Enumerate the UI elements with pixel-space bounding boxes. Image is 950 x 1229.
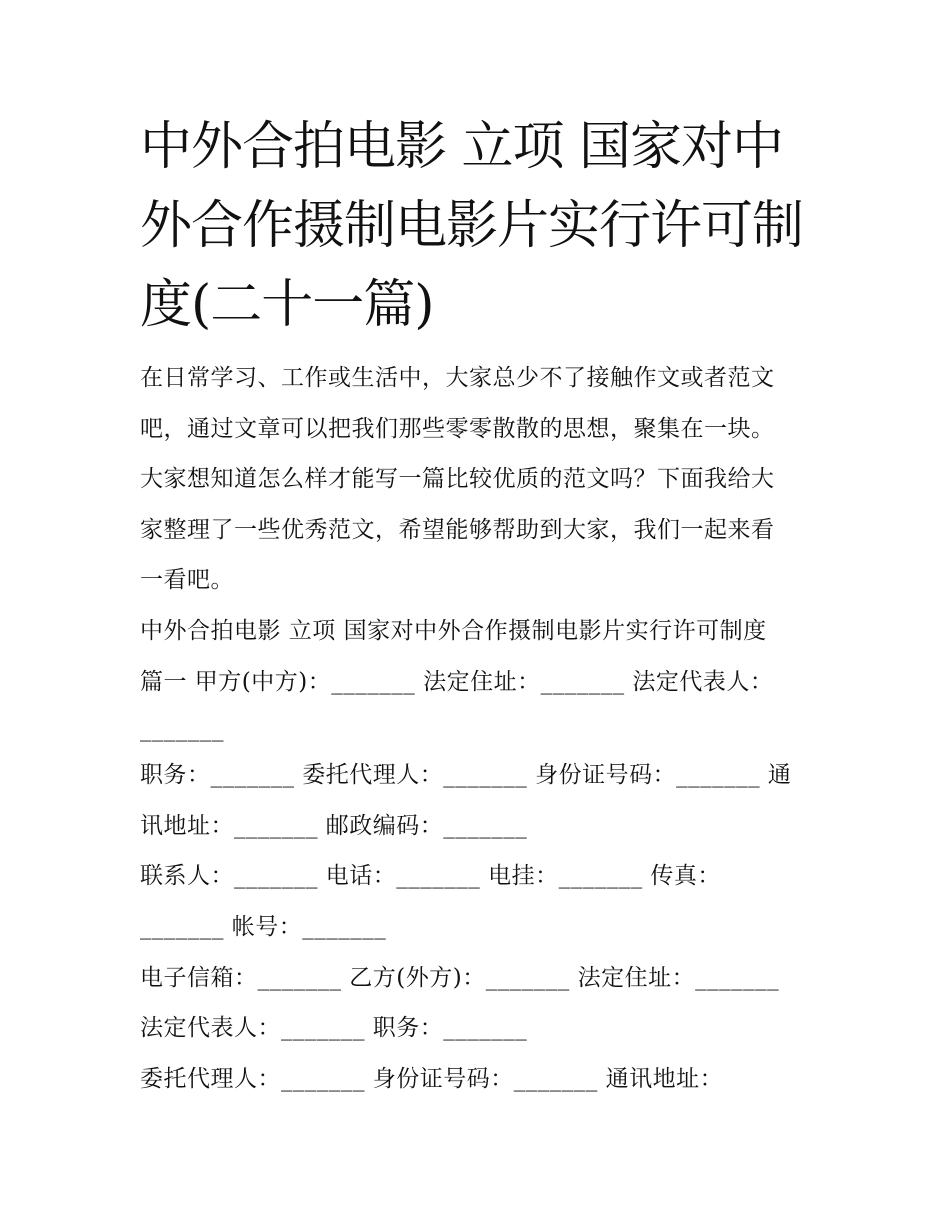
body-line: 联系人：_______ 电话：_______ 电挂：_______ 传真： xyxy=(140,863,721,889)
title-line: 中外合拍电影 立项 国家对中 xyxy=(140,117,784,177)
body-line: _______ 帐号：_______ xyxy=(140,914,387,940)
body-line: 讯地址：_______ 邮政编码：_______ xyxy=(140,813,528,839)
body-line: 委托代理人：_______ 身份证号码：_______ 通讯地址： xyxy=(140,1066,724,1092)
body-line: 吧，通过文章可以把我们那些零零散散的思想，聚集在一块。 xyxy=(140,416,775,442)
body-line: _______ xyxy=(140,716,224,742)
body-line: 大家想知道怎么样才能写一篇比较优质的范文吗？下面我给大 xyxy=(140,466,775,492)
body-line: 法定代表人：_______ 职务：_______ xyxy=(140,1015,528,1041)
body-line: 电子信箱：_______ 乙方(外方)：_______ 法定住址：_______ xyxy=(140,965,780,991)
body-line: 一看吧。 xyxy=(140,567,234,593)
title-line: 外合作摄制电影片实行许可制 xyxy=(140,196,804,256)
title-line: 度(二十一篇) xyxy=(140,275,434,335)
body-line: 篇一 甲方(中方)：_______ 法定住址：_______ 法定代表人： xyxy=(140,669,774,695)
body-line: 中外合拍电影 立项 国家对中外合作摄制电影片实行许可制度 xyxy=(140,618,767,644)
body-line: 职务：_______ 委托代理人：_______ 身份证号码：_______ 通 xyxy=(140,762,792,788)
body-line: 家整理了一些优秀范文，希望能够帮助到大家，我们一起来看 xyxy=(140,517,775,543)
body-line: 在日常学习、工作或生活中，大家总少不了接触作文或者范文 xyxy=(140,365,775,391)
